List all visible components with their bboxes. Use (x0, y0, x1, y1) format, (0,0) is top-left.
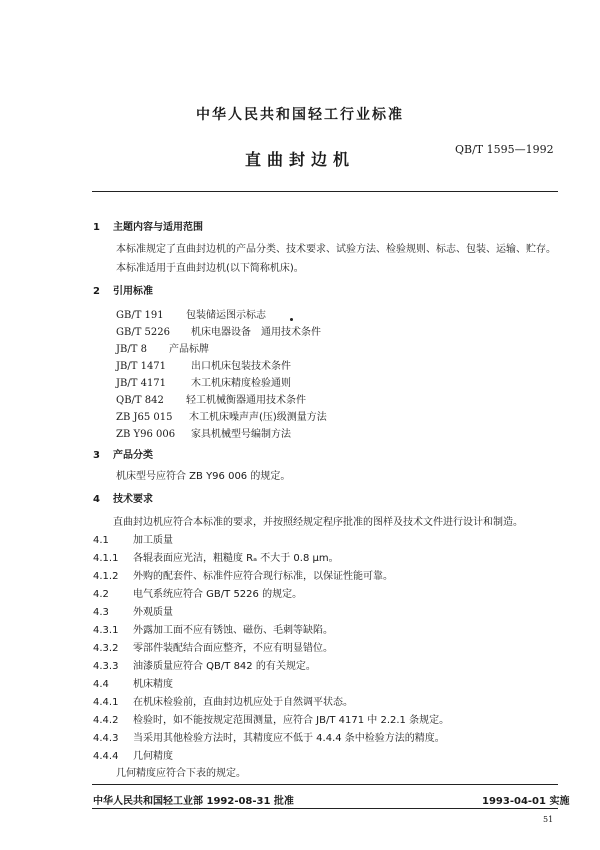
clause-text: 油漆质量应符合 QB/T 842 的有关规定。 (133, 661, 316, 672)
header-rule (92, 191, 558, 192)
clause-item (93, 639, 333, 654)
clause-text: 各辊表面应光洁，粗糙度 Rₐ 不大于 0.8 μm。 (133, 553, 339, 564)
clause-number: 4.4 (93, 679, 109, 690)
clause-text: 几何精度 (133, 751, 173, 762)
section-4-intro: 直曲封边机应符合本标准的要求，并按照经规定程序批准的图样及技术文件进行设计和制造。 (113, 517, 523, 528)
clause-item (93, 693, 353, 708)
reference-name: 木工机床噪声声(压)级测量方法 (189, 412, 327, 423)
section-title: 产品分类 (113, 450, 153, 461)
clause-item (93, 603, 173, 618)
footer-rule-top (92, 784, 558, 785)
reference-code: GB/T 5226 (116, 327, 171, 338)
issuer-title: 中华人民共和国轻工行业标准 (196, 107, 404, 123)
clause-number: 4.4.3 (93, 733, 119, 744)
clause-number: 4.3.1 (93, 625, 119, 636)
clause-text: 在机床检验前，直曲封边机应处于自然调平状态。 (133, 697, 353, 708)
section-1-paragraph: 本标准规定了直曲封边机的产品分类、技术要求、试验方法、检验规则、标志、包装、运输、贮存。 (116, 244, 556, 255)
clause-text: 机床精度 (133, 679, 173, 690)
reference-code: ZB Y96 006 (116, 429, 176, 440)
clause-item (93, 621, 333, 636)
clause-item (93, 585, 302, 600)
clause-text: 电气系统应符合 GB/T 5226 的规定。 (133, 589, 303, 600)
reference-item (116, 340, 209, 355)
reference-item (116, 374, 291, 389)
section-title: 技术要求 (113, 494, 153, 505)
reference-code: JB/T 4171 (116, 378, 167, 389)
reference-item (116, 357, 291, 372)
clause-item (93, 747, 173, 762)
section-2-heading (93, 282, 153, 297)
reference-code: GB/T 191 (116, 310, 164, 321)
section-number: 2 (93, 286, 100, 297)
section-number: 1 (93, 222, 100, 233)
reference-name: 包装储运图示标志 (186, 310, 266, 321)
clause-text: 外购的配套件、标准件应符合现行标准，以保证性能可靠。 (133, 571, 393, 582)
section-title: 主题内容与适用范围 (113, 222, 203, 233)
clause-number: 4.1.2 (93, 571, 119, 582)
section-3-paragraph: 机床型号应符合 ZB Y96 006 的规定。 (116, 471, 291, 482)
scan-speck (290, 318, 293, 321)
clause-text: 加工质量 (133, 535, 173, 546)
section-1-paragraph: 本标准适用于直曲封边机(以下简称机床)。 (116, 263, 304, 274)
clause-number: 4.3.3 (93, 661, 119, 672)
reference-item (116, 425, 291, 440)
clause-text: 检验时，如不能按规定范围测量，应符合 JB/T 4171 中 2.2.1 条规定。 (133, 715, 450, 726)
reference-name: 木工机床精度检验通则 (191, 378, 291, 389)
section-4-closing: 几何精度应符合下表的规定。 (116, 768, 246, 779)
reference-code: ZB J65 015 (116, 412, 173, 423)
clause-number: 4.3 (93, 607, 109, 618)
reference-item (116, 306, 266, 321)
section-4-heading (93, 490, 153, 505)
clause-number: 4.2 (93, 589, 109, 600)
approval-info: 中华人民共和国轻工业部 1992-08-31 批准 (93, 796, 294, 807)
section-title: 引用标准 (113, 286, 153, 297)
reference-name: 出口机床包装技术条件 (191, 361, 291, 372)
section-1-heading (93, 218, 203, 233)
reference-item (116, 391, 306, 406)
clause-number: 4.4.4 (93, 751, 119, 762)
clause-number: 4.1 (93, 535, 109, 546)
section-3-heading (93, 446, 153, 461)
footer-rule-bottom (92, 808, 558, 809)
reference-item (116, 323, 321, 338)
document-code: QB/T 1595—1992 (455, 143, 554, 156)
clause-number: 4.3.2 (93, 643, 119, 654)
clause-number: 4.1.1 (93, 553, 119, 564)
clause-text: 外观质量 (133, 607, 173, 618)
section-number: 3 (93, 450, 100, 461)
clause-item (93, 657, 316, 672)
clause-item (93, 549, 339, 564)
clause-item (93, 531, 173, 546)
reference-name: 产品标牌 (169, 344, 209, 355)
clause-text: 当采用其他检验方法时，其精度应不低于 4.4.4 条中检验方法的精度。 (133, 733, 445, 744)
reference-item (116, 408, 327, 423)
page-number: 51 (543, 815, 554, 824)
clause-number: 4.4.2 (93, 715, 119, 726)
clause-text: 零部件装配结合面应整齐，不应有明显错位。 (133, 643, 333, 654)
reference-code: JB/T 1471 (116, 361, 167, 372)
section-number: 4 (93, 494, 100, 505)
clause-item (93, 567, 393, 582)
reference-code: QB/T 842 (116, 395, 164, 406)
reference-name: 机床电器设备 通用技术条件 (191, 327, 321, 338)
clause-item (93, 711, 449, 726)
effective-date: 1993-04-01 实施 (482, 796, 570, 807)
document-title: 直曲封边机 (244, 150, 355, 169)
reference-name: 轻工机械衡器通用技术条件 (186, 395, 306, 406)
clause-item (93, 675, 173, 690)
reference-code: JB/T 8 (116, 344, 147, 355)
clause-item (93, 729, 445, 744)
reference-name: 家具机械型号编制方法 (191, 429, 291, 440)
clause-number: 4.4.1 (93, 697, 119, 708)
clause-text: 外露加工面不应有锈蚀、磁伤、毛刺等缺陷。 (133, 625, 333, 636)
